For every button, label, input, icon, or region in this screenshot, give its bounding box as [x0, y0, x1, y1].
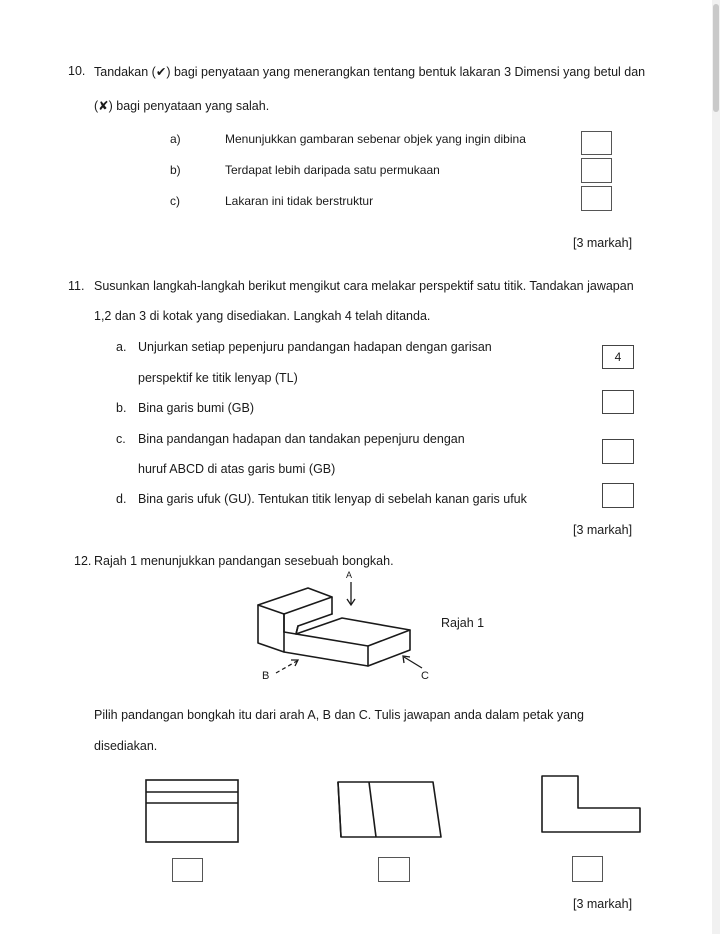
arrow-b-label: B: [262, 670, 270, 682]
q12-answer-box-2[interactable]: [378, 857, 410, 882]
q10-item-b-letter: b): [170, 163, 181, 177]
arrow-b-icon: [273, 656, 301, 679]
vertical-scrollbar[interactable]: [712, 0, 720, 934]
q10-item-c-text: Lakaran ini tidak berstruktur: [225, 194, 374, 208]
arrow-c-label: C: [421, 670, 429, 682]
q11-marks: [3 markah]: [573, 523, 633, 537]
q11-answer-box-b[interactable]: [602, 390, 634, 414]
q11-step-a-line1: Unjurkan setiap pepenjuru pandangan hadapan dengan garisan: [138, 340, 492, 354]
q10-answer-box-b[interactable]: [581, 158, 612, 183]
q12-answer-box-1[interactable]: [172, 858, 203, 882]
q11-step-c-letter: c.: [116, 432, 126, 446]
scrollbar-thumb[interactable]: [713, 4, 719, 112]
q12-number: 12.: [74, 554, 92, 568]
q11-instruction-line1: Susunkan langkah-langkah berikut mengikut cara melakar perspektif satu titik. Tandakan jawapan: [94, 279, 634, 293]
q11-step-a-line2: perspektif ke titik lenyap (TL): [138, 371, 298, 385]
q10-item-b-text: Terdapat lebih daripada satu permukaan: [225, 163, 440, 177]
q11-instruction-line2: 1,2 dan 3 di kotak yang disediakan. Langkah 4 telah ditanda.: [94, 309, 431, 323]
q12-marks: [3 markah]: [573, 897, 633, 911]
view-option-1-drawing: [140, 775, 246, 849]
q11-step-b-line1: Bina garis bumi (GB): [138, 401, 255, 415]
q11-answer-box-c[interactable]: [602, 439, 634, 464]
q11-step-c-line2: huruf ABCD di atas garis bumi (GB): [138, 462, 336, 476]
q11-step-d-line1: Bina garis ufuk (GU). Tentukan titik lenyap di sebelah kanan garis ufuk: [138, 492, 527, 506]
q12-instruction-line1: Rajah 1 menunjukkan pandangan sesebuah bongkah.: [94, 554, 394, 568]
arrow-c-icon: [400, 654, 426, 675]
view-option-2-drawing: [333, 775, 445, 845]
q11-step-a-letter: a.: [116, 340, 127, 354]
q10-instruction-line2: (✘) bagi penyataan yang salah.: [94, 99, 270, 113]
view-option-3-drawing: [536, 770, 646, 840]
q11-step-d-letter: d.: [116, 492, 127, 506]
rajah-1-label: Rajah 1: [441, 616, 485, 630]
q11-number: 11.: [68, 279, 85, 293]
q10-item-a-letter: a): [170, 132, 181, 146]
q10-item-c-letter: c): [170, 194, 180, 208]
q12-instruction-line2: Pilih pandangan bongkah itu dari arah A, B dan C. Tulis jawapan anda dalam petak yang: [94, 708, 584, 722]
q11-answer-box-a[interactable]: 4: [602, 345, 634, 369]
q10-answer-box-a[interactable]: [581, 131, 612, 155]
q12-instruction-line3: disediakan.: [94, 739, 158, 753]
q11-step-c-line1: Bina pandangan hadapan dan tandakan pepenjuru dengan: [138, 432, 465, 446]
q10-instruction-line1: Tandakan (✔) bagi penyataan yang menerangkan tentang bentuk lakaran 3 Dimensi yang betul dan: [94, 65, 646, 79]
q10-answer-box-c[interactable]: [581, 186, 612, 211]
q11-step-b-letter: b.: [116, 401, 127, 415]
q12-answer-box-3[interactable]: [572, 856, 603, 882]
arrow-a-icon: [344, 580, 358, 611]
q11-answer-box-d[interactable]: [602, 483, 634, 508]
q10-number: 10.: [68, 64, 86, 78]
arrow-a-label: A: [346, 570, 353, 580]
q10-marks: [3 markah]: [573, 236, 633, 250]
q10-item-a-text: Menunjukkan gambaran sebenar objek yang ingin dibina: [225, 132, 526, 146]
